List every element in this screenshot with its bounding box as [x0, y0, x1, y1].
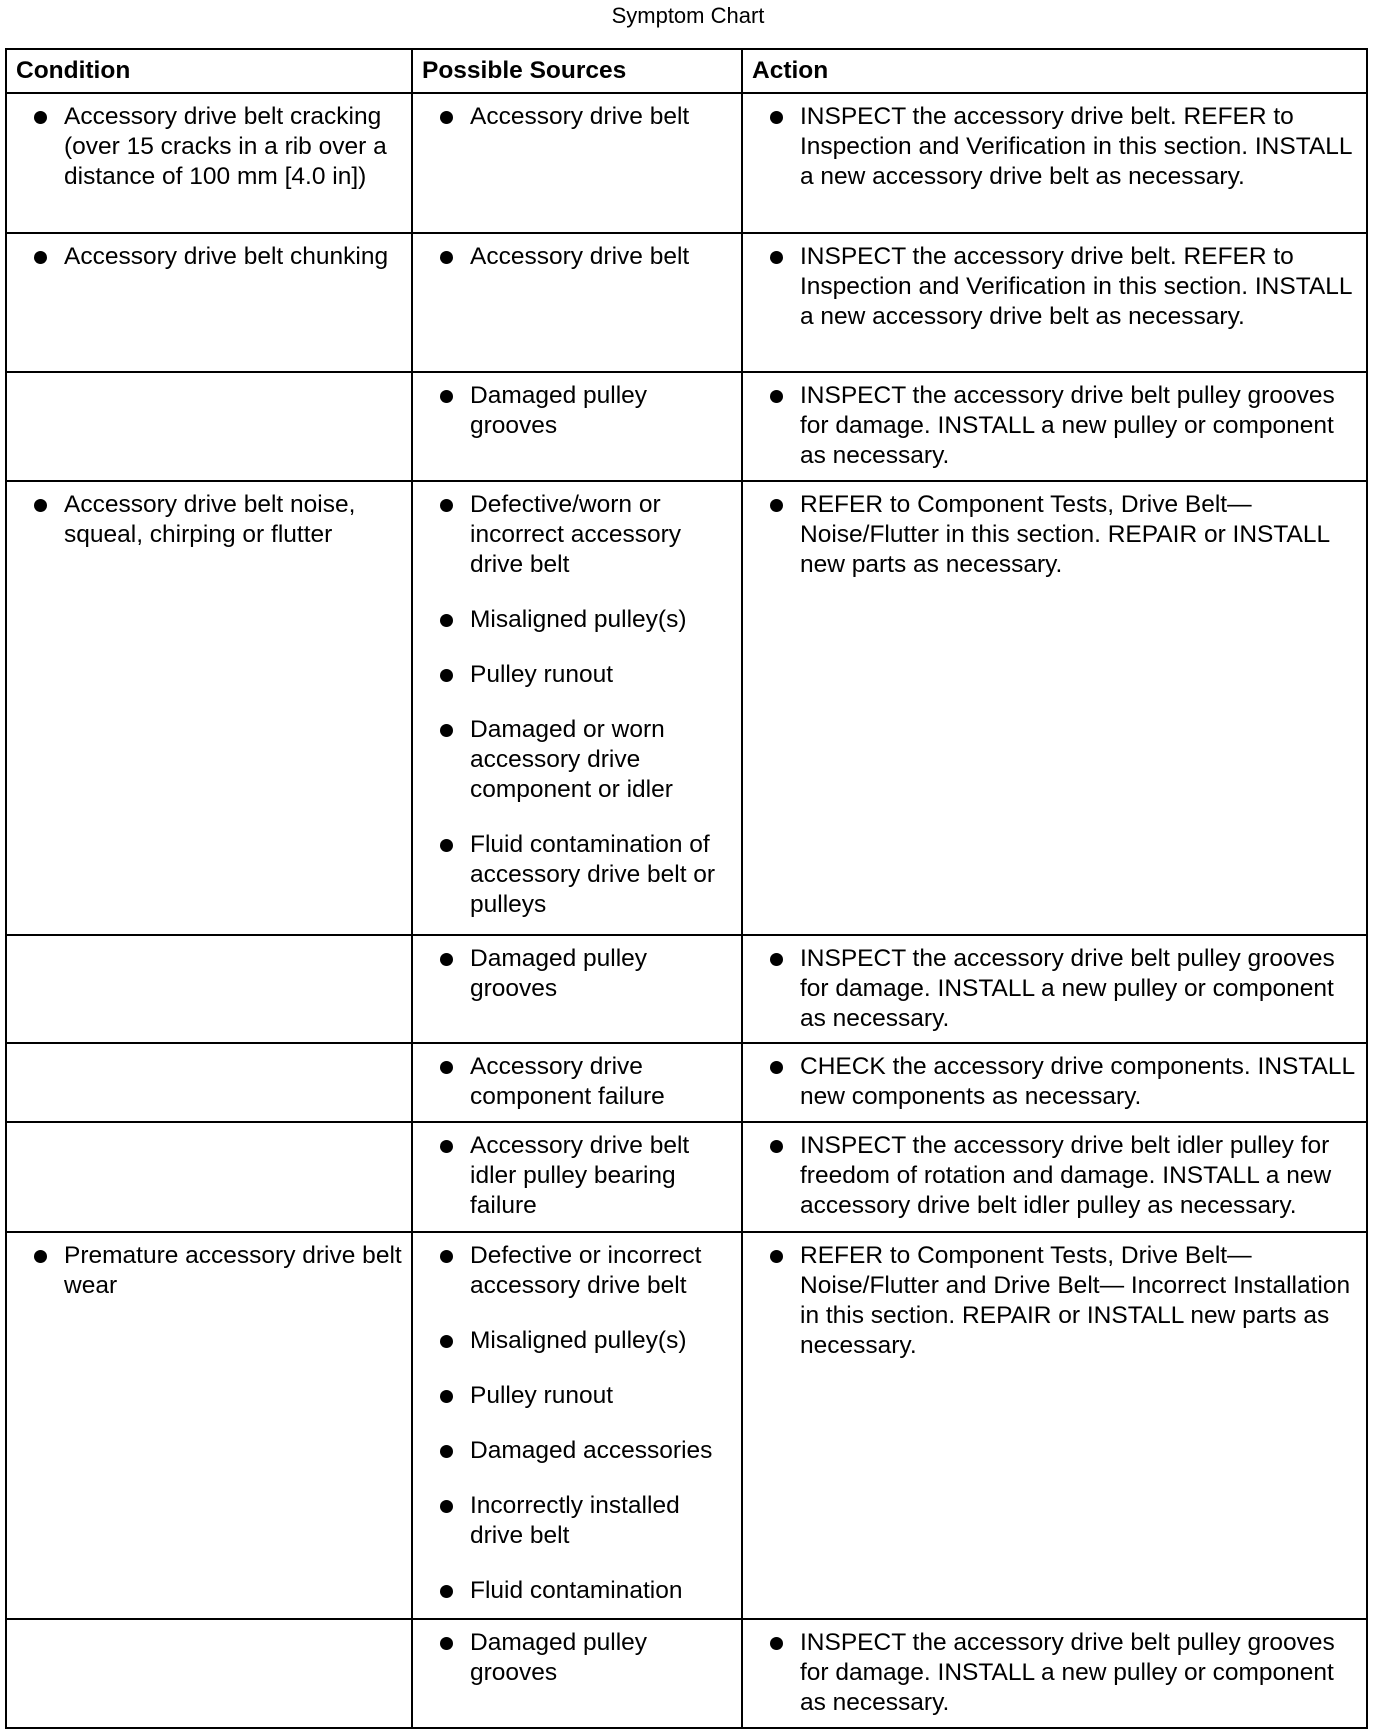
action-cell — [742, 1232, 1367, 1620]
header-possible-sources: Possible Sources — [412, 49, 742, 93]
condition-cell-empty — [6, 1043, 412, 1122]
table-row — [6, 1619, 1367, 1728]
condition-text: Accessory drive belt cracking (over 15 cracks in a rib over a distance of 100 mm [4.0 in]) — [7, 102, 411, 192]
source-item: Accessory drive belt — [413, 102, 741, 132]
action-text: INSPECT the accessory drive belt. REFER to Inspection and Verification in this section. INSTALL a new accessory drive belt as necessary. — [743, 102, 1366, 192]
action-text: INSPECT the accessory drive belt pulley grooves for damage. INSTALL a new pulley or component as necessary. — [743, 1628, 1366, 1718]
action-text: REFER to Component Tests, Drive Belt—Noise/Flutter and Drive Belt— Incorrect Installation in this section. REPAIR or INSTALL new parts as necessary. — [743, 1241, 1366, 1361]
action-cell — [742, 93, 1367, 233]
source-item: Incorrectly installed drive belt — [413, 1491, 741, 1551]
condition-text: Premature accessory drive belt wear — [7, 1241, 411, 1301]
table-row — [6, 233, 1367, 373]
source-item: Pulley runout — [413, 660, 741, 690]
symptom-chart-table — [5, 48, 1368, 1729]
action-cell — [742, 1043, 1367, 1122]
sources-cell — [412, 1043, 742, 1122]
action-text: INSPECT the accessory drive belt idler pulley for freedom of rotation and damage. INSTALL a new accessory drive belt idler pulley as necessary. — [743, 1131, 1366, 1221]
action-text: INSPECT the accessory drive belt pulley grooves for damage. INSTALL a new pulley or component as necessary. — [743, 381, 1366, 471]
table-row — [6, 481, 1367, 935]
action-text: INSPECT the accessory drive belt pulley grooves for damage. INSTALL a new pulley or component as necessary. — [743, 944, 1366, 1034]
condition-cell — [6, 93, 412, 233]
table-row — [6, 1122, 1367, 1231]
source-item: Pulley runout — [413, 1381, 741, 1411]
source-item: Defective/worn or incorrect accessory drive belt — [413, 490, 741, 580]
action-cell — [742, 1122, 1367, 1231]
table-row — [6, 372, 1367, 480]
sources-cell — [412, 481, 742, 935]
action-cell — [742, 372, 1367, 480]
sources-cell — [412, 1619, 742, 1728]
action-text: REFER to Component Tests, Drive Belt—Noise/Flutter in this section. REPAIR or INSTALL new parts as necessary. — [743, 490, 1366, 580]
sources-cell — [412, 1122, 742, 1231]
condition-cell — [6, 233, 412, 373]
action-cell — [742, 481, 1367, 935]
table-row — [6, 93, 1367, 233]
source-item: Damaged accessories — [413, 1436, 741, 1466]
header-action: Action — [742, 49, 1367, 93]
condition-cell-empty — [6, 935, 412, 1043]
condition-cell — [6, 481, 412, 935]
source-item: Damaged or worn accessory drive component or idler — [413, 715, 741, 805]
sources-cell — [412, 1232, 742, 1620]
action-cell — [742, 1619, 1367, 1728]
action-cell — [742, 935, 1367, 1043]
source-item: Accessory drive belt idler pulley bearing failure — [413, 1131, 741, 1221]
source-item: Fluid contamination — [413, 1576, 741, 1606]
source-item: Damaged pulley grooves — [413, 1628, 741, 1688]
source-item: Accessory drive component failure — [413, 1052, 741, 1112]
condition-text: Accessory drive belt chunking — [7, 242, 411, 272]
header-condition: Condition — [6, 49, 412, 93]
condition-cell-empty — [6, 1122, 412, 1231]
sources-cell — [412, 372, 742, 480]
condition-cell — [6, 1232, 412, 1620]
action-cell — [742, 233, 1367, 373]
condition-cell-empty — [6, 1619, 412, 1728]
source-item: Misaligned pulley(s) — [413, 605, 741, 635]
sources-cell — [412, 935, 742, 1043]
source-item: Damaged pulley grooves — [413, 944, 741, 1004]
header-row — [6, 49, 1367, 93]
sources-cell — [412, 233, 742, 373]
source-item: Damaged pulley grooves — [413, 381, 741, 441]
table-row — [6, 935, 1367, 1043]
action-text: CHECK the accessory drive components. INSTALL new components as necessary. — [743, 1052, 1366, 1112]
source-item: Defective or incorrect accessory drive belt — [413, 1241, 741, 1301]
table-row — [6, 1232, 1367, 1620]
source-item: Fluid contamination of accessory drive belt or pulleys — [413, 830, 741, 920]
table-row — [6, 1043, 1367, 1122]
condition-text: Accessory drive belt noise, squeal, chirping or flutter — [7, 490, 411, 550]
source-item: Misaligned pulley(s) — [413, 1326, 741, 1356]
page-title: Symptom Chart — [611, 3, 765, 28]
condition-cell-empty — [6, 372, 412, 480]
action-text: INSPECT the accessory drive belt. REFER to Inspection and Verification in this section. INSTALL a new accessory drive belt as necessary. — [743, 242, 1366, 332]
sources-cell — [412, 93, 742, 233]
source-item: Accessory drive belt — [413, 242, 741, 272]
